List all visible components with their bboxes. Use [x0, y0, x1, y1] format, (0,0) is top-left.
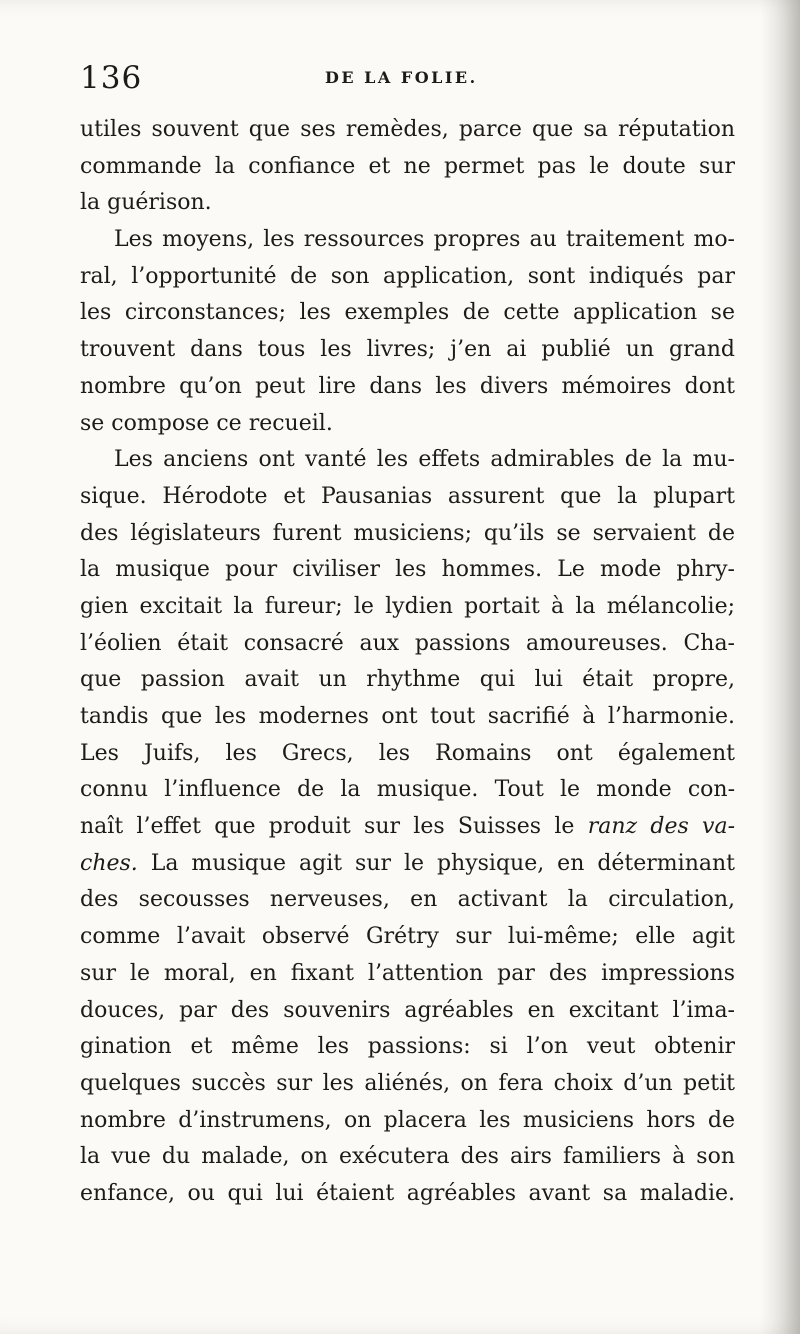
text-line: ral, l’opportunité de son application, sont indiqués par: [80, 263, 735, 289]
text-line: des secousses nerveuses, en activant la circulation,: [80, 887, 735, 913]
page-number: 136: [80, 60, 143, 96]
text-line: nombre d’instrumens, on placera les musiciens hors de: [80, 1107, 735, 1133]
running-title: DE LA FOLIE.: [325, 68, 478, 87]
text-line: utiles souvent que ses remèdes, parce que sa réputation: [80, 117, 735, 142]
running-head: [80, 58, 735, 98]
text-line: enfance, ou qui lui étaient agréables avant sa maladie.: [80, 1180, 735, 1206]
text-line: les circonstances; les exemples de cette application se: [80, 300, 735, 326]
text-line: Les anciens ont vanté les effets admirables de la mu-: [114, 447, 735, 473]
text-line: tandis que les modernes ont tout sacrifié à l’harmonie.: [80, 704, 735, 729]
body-text: [80, 112, 735, 1213]
page-edge-shadow: [760, 0, 800, 1334]
text-line: la vue du malade, on exécutera des airs familiers à son: [80, 1144, 735, 1170]
text-line: [80, 809, 735, 846]
text-line: nombre qu’on peut lire dans les divers mémoires dont: [80, 373, 735, 399]
text-line: l’éolien était consacré aux passions amoureuses. Cha-: [80, 630, 735, 656]
text-line: connu l’influence de la musique. Tout le monde con-: [80, 777, 735, 803]
text-line: la musique pour civiliser les hommes. Le mode phry-: [80, 557, 735, 583]
text-line: trouvent dans tous les livres; j’en ai publié un grand: [80, 337, 735, 363]
italic-text: ranz des va-: [587, 814, 735, 840]
text-run: naît l’effet que produit sur les Suisses le: [80, 814, 588, 840]
text-line: des législateurs furent musiciens; qu’ils se servaient de: [80, 520, 735, 546]
text-line: sique. Hérodote et Pausanias assurent que la plupart: [80, 483, 735, 509]
text-line: douces, par des souvenirs agréables en excitant l’ima-: [80, 997, 735, 1023]
text-line: quelques succès sur les aliénés, on fera choix d’un petit: [80, 1070, 735, 1096]
text-run: La musique agit sur le physique, en déterminant: [137, 850, 735, 876]
text-line: se compose ce recueil.: [80, 410, 333, 436]
text-line: Les Juifs, les Grecs, les Romains ont également: [80, 740, 735, 766]
text-line: sur le moral, en fixant l’attention par des impressions: [80, 960, 735, 986]
text-line: gination et même les passions: si l’on veut obtenir: [80, 1034, 735, 1060]
text-line: [80, 846, 735, 883]
text-line: que passion avait un rhythme qui lui était propre,: [80, 667, 735, 693]
text-line: la guérison.: [80, 190, 212, 216]
text-line: commande la confiance et ne permet pas le doute sur: [80, 153, 735, 179]
italic-text: ches.: [80, 850, 138, 876]
text-line: gien excitait la fureur; le lydien portait à la mélancolie;: [80, 593, 735, 619]
text-line: Les moyens, les ressources propres au traitement mo-: [114, 227, 735, 253]
text-line: comme l’avait observé Grétry sur lui-même; elle agit: [80, 924, 735, 950]
